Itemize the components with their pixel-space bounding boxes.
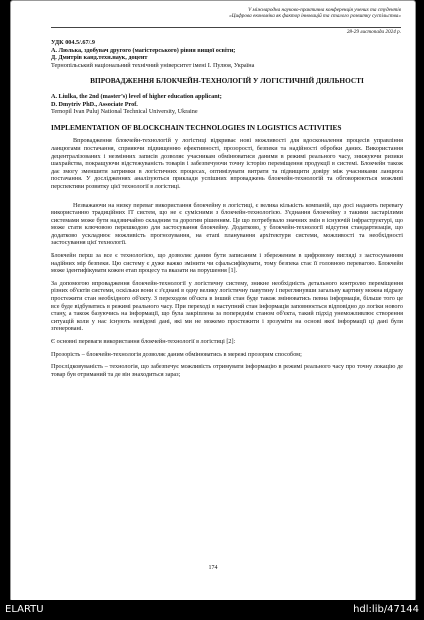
paragraph-4: За допомогою впровадження блокчейн-технології у логістичну систему, зникне необхідність детального контролю переміщення різних об'єктів системи, оскільки вони є з'єднані в одну велику логістичну павутину і переглянувши загальну картину можна відразу простежити стан необхідного об'єкту. З переходом об'єкта в інший стан буде також змінюватись певна інформація, більше того це все буде відбуватись в режимі реального часу. При переході в наступний стан інформація заповнюється відповідно до логіки нового стану, а також базуючись на інформації, що була закріплена за попереднім станом об'єкта, такий підхід унеможливлює створення ситуацій коли у нас існують невідомі дані, які ми не можемо простежити і зрозуміти на основі якої інформації ці дані були згенеровані.: [51, 279, 403, 333]
author-en-2: D. Dmytriv PhD., Associate Prof.: [51, 100, 138, 108]
document-page: [10, 0, 416, 602]
paragraph-2: Незважаючи на низку переваг використання блокчейну в логістиці, є велика кількість компаній, що досі надають перевагу використанню традиційних IT систем, що не є сумісними з блокчейн-технологією. З'єднання блокчейну з такими застарілими системами може бути надзвичайно складним та дорогим рішенням. Це що потребувало значних змін в існуючій інфраструктурі, що може стати ключовою перешкодою для застосування блокчейну. Додатково, у блокчейн-технології відсутня стандартизація, що додатково ускладнює можливість прогнозування, на етапі планування архітектури системи, можливості та необхідності застосування цієї технології.: [51, 201, 403, 247]
header-date: 28-29 листопада 2024 р.: [346, 29, 401, 35]
title-en: IMPLEMENTATION OF BLOCKCHAIN TECHNOLOGIES IN LOGISTICS ACTIVITIES: [51, 122, 342, 132]
footer-bar: [0, 600, 424, 620]
title-ua: ВПРОВАДЖЕННЯ БЛОКЧЕЙН-ТЕХНОЛОГІЙ У ЛОГІСТИЧНІЙ ДІЯЛЬНОСТІ: [90, 76, 364, 86]
paragraph-1: Впровадження блокчейн-технологій у логістиці відкриває нові можливості для вдосконалення процесів управління ланцюгами постачання, сприяючи підвищенню ефективності, прозорості, безпеки та надійності обробки даних. Використання децентралізованих і незмінних записів дозволяє учасникам обмінюватися даними в режимі реального часу, знижуючи ризики шахрайства, покращуючи відстежуваність товарів і забезпечуючи точну історію переміщення продукції в системі. Блокчейн також дає змогу зменшити затримки в логістичних процесах, оптимізувати витрати та підвищити довіру між учасниками ланцюга постачання. У дослідженнях аналізуються приклади успішних впроваджень блокчейн-технологій та обговорюються можливі перспективи розвитку цієї технології в логістиці.: [51, 137, 403, 190]
list-item-transparency: Прозорість – блокчейн-технологія дозволяє даним обмінюватись в мережі прозорим способом;: [51, 350, 302, 358]
paragraph-5: Є основні переваги використання блокчейн-технології в логістиці [2]:: [51, 338, 236, 345]
udk-code: УДК 004.5/.67/.9: [51, 39, 95, 46]
header-line-2: «Цифрова економіка як фактор інновацій та сталого розвитку суспільства»: [229, 13, 401, 20]
author-ua-1: А. Люлька, здобувач другого (магістерського) рівня вищої освіти;: [51, 46, 236, 54]
author-en-1: A. Liulka, the 2nd (master’s) level of higher education applicant;: [51, 92, 222, 100]
list-item-traceability: Прослідковуваність – технологія, що забезпечує можливість отримувати інформацію в режимі реального часу про точну локацію де товар був отриманий та де він знаходиться зараз;: [51, 363, 403, 378]
footer-left-label: ELARTU: [5, 604, 44, 615]
article-body: [51, 39, 403, 383]
header-line-1: V міжнародна науково-практична конференція учених та студентів: [248, 7, 401, 13]
page-number: 174: [208, 565, 218, 571]
footer-handle-label: hdl:lib/47144: [353, 604, 419, 615]
paragraph-3: Блокчейн перш за все є технологією, що дозволяє даним бути записаним і збереженим в цифровому вигляді з застосуванням надійних мір безпеки. Цю систему є дуже важко змінити чи сфальсифікувати, тому безпека стає її головною перевагою. Блокчейн може ідентифікувати кожен етап процесу та вказати на порушення [1].: [51, 252, 403, 275]
affiliation-en: Ternopil Ivan Puluj National Technical University, Ukraine: [51, 108, 198, 116]
running-header: [101, 7, 401, 20]
affiliation-ua: Тернопільський національний технічний університет імені І. Пулюя, Україна: [51, 61, 255, 69]
header-rule: [51, 27, 401, 28]
author-ua-2: Д. Дмитрів канд.техн.наук, доцент: [51, 54, 148, 62]
